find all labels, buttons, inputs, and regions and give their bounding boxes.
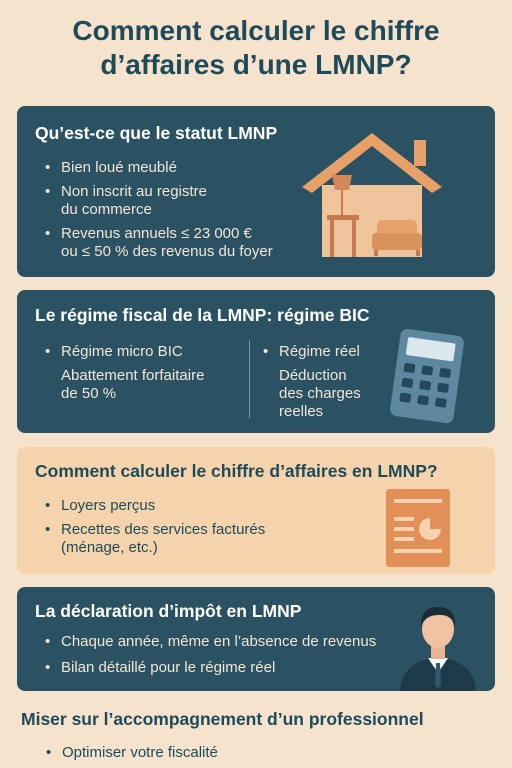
list-item-continuation: du commerce (61, 201, 152, 218)
micro-bic-list (45, 343, 260, 403)
calculator-icon (387, 326, 467, 426)
document-report-icon (384, 487, 454, 569)
list-item-continuation: (ménage, etc.) (61, 539, 158, 556)
card-declaration-impot (17, 587, 495, 691)
card-regime-fiscal (17, 290, 495, 433)
micro-bic-detail: Abattement forfaitaire (61, 367, 205, 384)
title-line-2: d’affaires d’une LMNP? (100, 49, 412, 80)
statut-list (45, 159, 305, 261)
title-line-1: Comment calculer le chiffre (72, 15, 440, 46)
accompagnement-list (46, 744, 346, 762)
section-heading: Le régime fiscal de la LMNP: régime BIC (35, 305, 370, 325)
section-heading: La déclaration d’impôt en LMNP (35, 601, 302, 621)
section-heading: Qu’est-ce que le statut LMNP (35, 123, 278, 143)
card-chiffre-affaires (17, 447, 495, 574)
regime-reel-detail: reelles (279, 403, 324, 420)
list-item: • Non inscrit au registre (45, 183, 305, 201)
list-item: • Régime réel (263, 343, 383, 361)
section-heading: Miser sur l’accompagnement d’un professionnel (21, 709, 424, 729)
regime-reel-list (263, 343, 383, 421)
list-item: • Bilan détaillé pour le régime réel (45, 659, 415, 677)
list-item: • Chaque année, même en l’absence de revenus (45, 633, 415, 651)
list-item: • Optimiser votre fiscalité (46, 744, 346, 762)
list-item: • Loyers perçus (45, 497, 345, 515)
house-with-furniture-icon (292, 130, 452, 260)
list-item: • Recettes des services facturés (45, 521, 345, 539)
list-item: • Bien loué meublé (45, 159, 305, 177)
micro-bic-detail: de 50 % (61, 385, 117, 402)
column-divider (249, 340, 250, 418)
card-statut-lmnp (17, 106, 495, 277)
list-item: • Revenus annuels ≤ 23 000 € (45, 225, 305, 243)
list-item-continuation: ou ≤ 50 % des revenus du foyer (61, 243, 273, 260)
list-item: • Régime micro BIC (45, 343, 260, 361)
regime-reel-detail: des charges (279, 385, 361, 402)
regime-reel-detail: Déduction (279, 367, 347, 384)
page-title (0, 14, 512, 82)
section-heading: Comment calculer le chiffre d’affaires en LMNP? (35, 461, 438, 481)
chiffre-affaires-list (45, 497, 345, 557)
professional-person-icon (398, 599, 478, 691)
declaration-list (45, 633, 415, 677)
